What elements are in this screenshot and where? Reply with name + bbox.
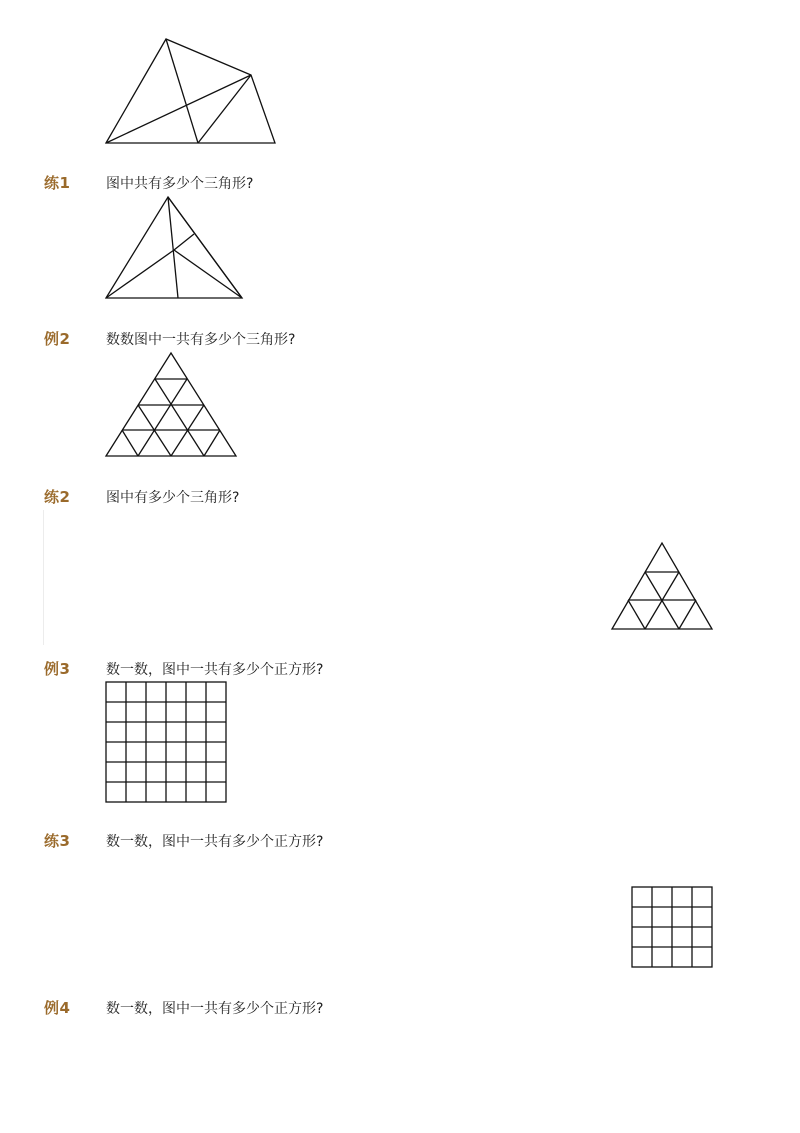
problem-question: 图中有多少个三角形? xyxy=(106,490,240,506)
problem-question: 数一数，图中一共有多少个正方形? xyxy=(106,834,324,850)
problem-tag: 例2 xyxy=(44,330,71,348)
problem-tag: 例4 xyxy=(44,999,71,1017)
problem-tag: 例3 xyxy=(44,660,71,678)
problem-tag: 练1 xyxy=(44,174,71,192)
problem-tag: 练3 xyxy=(44,832,71,850)
problem-question: 数数图中一共有多少个三角形? xyxy=(106,332,296,348)
problem-question: 数一数，图中一共有多少个正方形? xyxy=(106,1001,324,1017)
problem-tag: 练2 xyxy=(44,488,71,506)
problem-question: 数一数，图中一共有多少个正方形? xyxy=(106,662,324,678)
problem-question: 图中共有多少个三角形? xyxy=(106,176,254,192)
